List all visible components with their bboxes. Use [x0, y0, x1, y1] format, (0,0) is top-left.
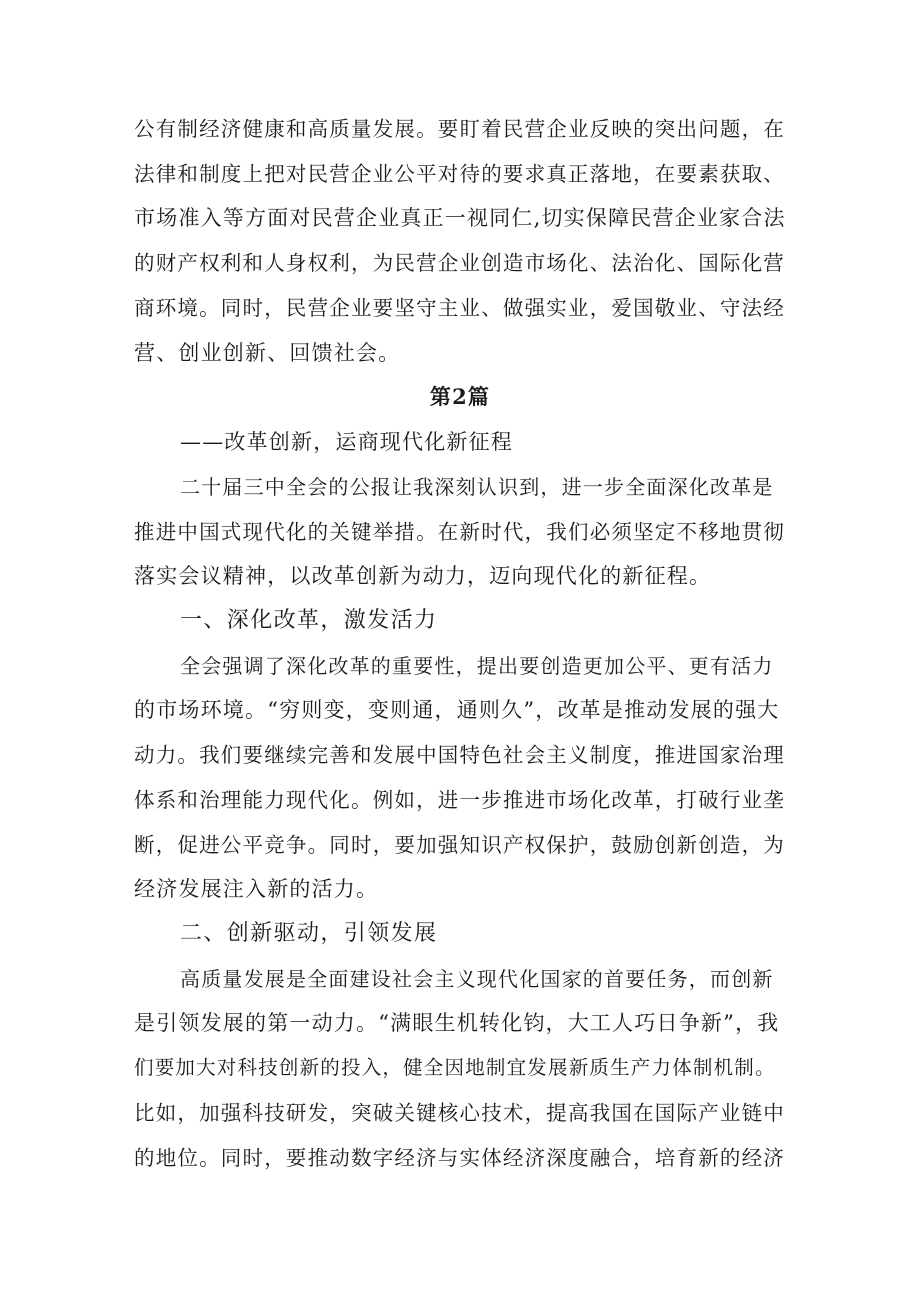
paragraph-line: 们要加大对科技创新的投入，健全因地制宜发展新质生产力体制机制。	[134, 1056, 776, 1079]
paragraph-line: 经济发展注入新的活力。	[134, 877, 379, 901]
paragraph-line: 法律和制度上把对民营企业公平对待的要求真正落地，在要素获取、	[134, 162, 785, 186]
paragraph-line: 断，促进公平竞争。同时，要加强知识产权保护，鼓励创新创造，为	[134, 833, 785, 857]
paragraph-line: 公有制经济健康和高质量发展。要盯着民营企业反映的突出问题，在	[134, 117, 785, 141]
paragraph-line: 高质量发展是全面建设社会主义现代化国家的首要任务，而创新	[180, 967, 774, 991]
section-heading: 一、深化改革，激发活力	[180, 608, 438, 633]
paragraph-line: 落实会议精神，以改革创新为动力，迈向现代化的新征程。	[134, 564, 712, 588]
paragraph-line: 的地位。同时，要推动数字经济与实体经济深度融合，培育新的经济	[134, 1146, 785, 1170]
paragraph-line: 的财产权利和人身权利，为民营企业创造市场化、法治化、国际化营	[134, 251, 785, 275]
section-heading: 二、创新驱动，引领发展	[180, 921, 438, 946]
paragraph-line: 二十届三中全会的公报让我深刻认识到，进一步全面深化改革是	[180, 475, 774, 499]
paragraph-line: 动力。我们要继续完善和发展中国特色社会主义制度，推进国家治理	[134, 743, 785, 767]
paragraph-line: 比如，加强科技研发，突破关键核心技术，提高我国在国际产业链中	[134, 1101, 785, 1125]
article-title: 第2篇	[429, 384, 491, 409]
paragraph-line: 体系和治理能力现代化。例如，进一步推进市场化改革，打破行业垄	[134, 788, 785, 812]
paragraph-line: 是引领发展的第一动力。“满眼生机转化钧，大工人巧日争新”，我	[134, 1011, 780, 1035]
paragraph-line: 全会强调了深化改革的重要性，提出要创造更加公平、更有活力	[180, 654, 774, 678]
paragraph-line: 营、创业创新、回馈社会。	[134, 341, 401, 365]
paragraph-line: 商环境。同时，民营企业要坚守主业、做强实业，爱国敬业、守法经	[134, 296, 785, 320]
paragraph-line: 的市场环境。“穷则变，变则通，通则久”，改革是推动发展的强大	[134, 698, 780, 722]
paragraph-line: 市场准入等方面对民营企业真正一视同仁,切实保障民营企业家合法	[134, 206, 786, 230]
article-subtitle: ——改革创新，运商现代化新征程	[180, 430, 513, 454]
paragraph-line: 推进中国式现代化的关键举措。在新时代，我们必须坚定不移地贯彻	[134, 520, 785, 544]
